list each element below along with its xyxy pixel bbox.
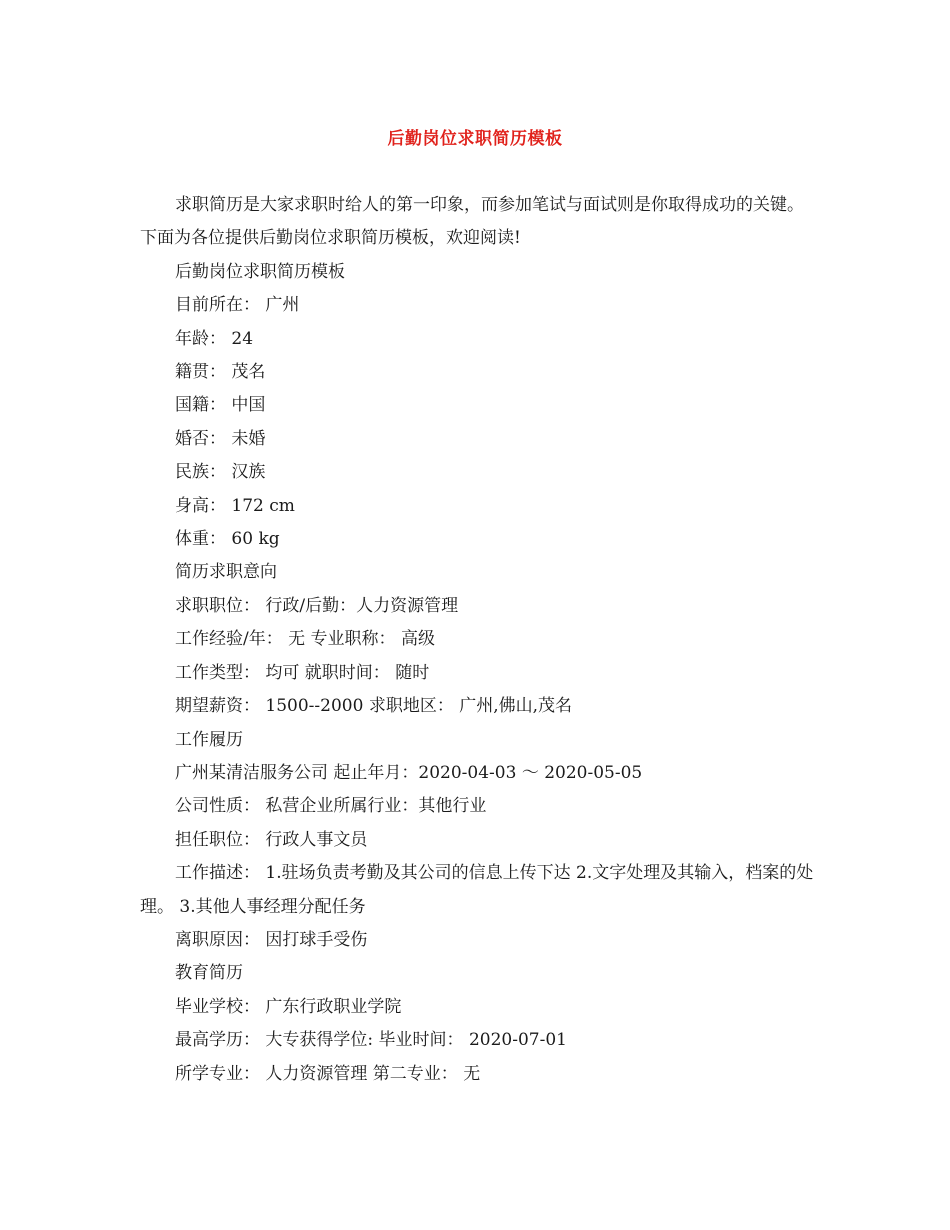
field-desired-position: 求职职位： 行政/后勤：人力资源管理 bbox=[175, 595, 459, 616]
document-body bbox=[140, 189, 820, 1091]
field-weight: 体重： 60 kg bbox=[175, 529, 280, 550]
field-marital-status: 婚否： 未婚 bbox=[175, 428, 266, 449]
intro-paragraph: 求职简历是大家求职时给人的第一印象，而参加笔试与面试则是你取得成功的关键。下面为各位提供后勤岗位求职简历模板，欢迎阅读! bbox=[140, 195, 804, 249]
field-job-description: 工作描述： 1.驻场负责考勤及其公司的信息上传下达 2.文字处理及其输入，档案的处理。 3.其他人事经理分配任务 bbox=[140, 863, 814, 917]
section-job-intention: 简历求职意向 bbox=[175, 562, 277, 583]
field-major: 所学专业： 人力资源管理 第二专业： 无 bbox=[175, 1063, 481, 1084]
field-ethnicity: 民族： 汉族 bbox=[175, 462, 266, 483]
field-job-type: 工作类型： 均可 就职时间： 随时 bbox=[175, 662, 430, 683]
field-location: 目前所在： 广州 bbox=[175, 295, 300, 316]
field-hometown: 籍贯： 茂名 bbox=[175, 362, 266, 383]
field-company: 广州某清洁服务公司 起止年月：2020-04-03 ～ 2020-05-05 bbox=[175, 762, 643, 783]
document-title: 后勤岗位求职简历模板 bbox=[387, 129, 563, 149]
field-leave-reason: 离职原因： 因打球手受伤 bbox=[175, 929, 368, 950]
field-company-type: 公司性质： 私营企业所属行业：其他行业 bbox=[175, 796, 487, 817]
field-nationality: 国籍： 中国 bbox=[175, 395, 266, 416]
section-education: 教育简历 bbox=[175, 963, 243, 984]
section-work-history: 工作履历 bbox=[175, 729, 243, 750]
field-expected-salary: 期望薪资： 1500--2000 求职地区： 广州,佛山,茂名 bbox=[175, 696, 573, 717]
field-height: 身高： 172 cm bbox=[175, 495, 295, 516]
field-highest-degree: 最高学历： 大专获得学位: 毕业时间： 2020-07-01 bbox=[175, 1030, 567, 1051]
field-role: 担任职位： 行政人事文员 bbox=[175, 829, 368, 850]
field-school: 毕业学校： 广东行政职业学院 bbox=[175, 996, 402, 1017]
field-age: 年龄： 24 bbox=[175, 328, 254, 349]
resume-heading: 后勤岗位求职简历模板 bbox=[175, 261, 345, 282]
field-experience: 工作经验/年： 无 专业职称： 高级 bbox=[175, 629, 435, 650]
